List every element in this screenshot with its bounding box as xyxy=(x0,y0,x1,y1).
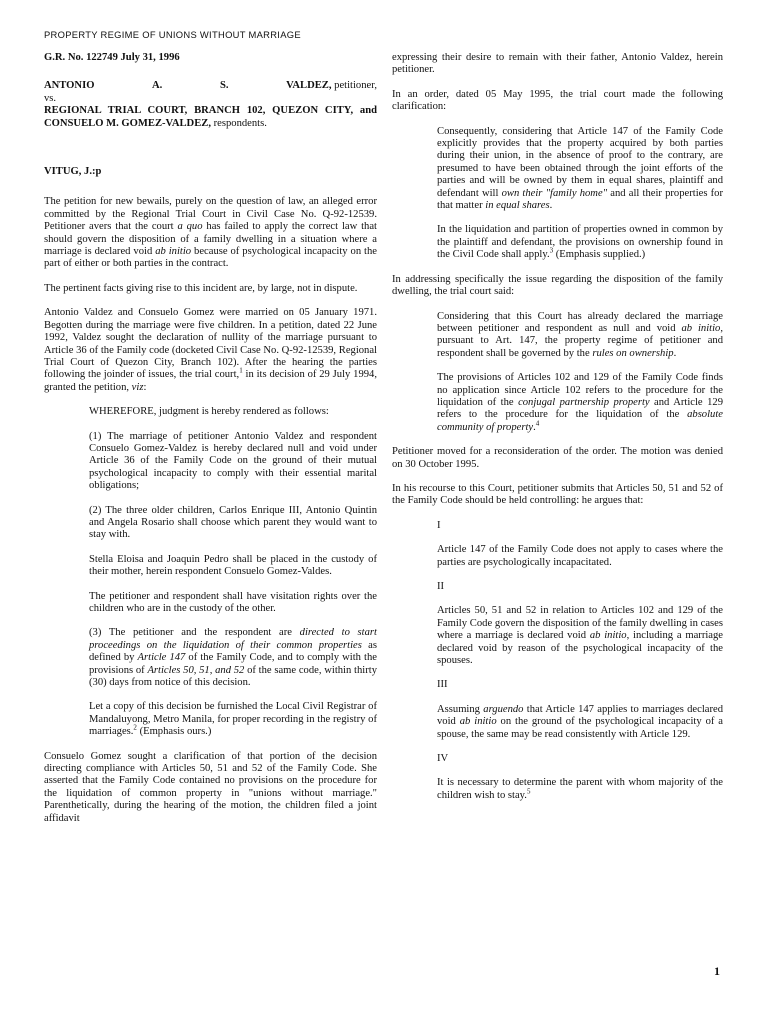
quote-paragraph: In the liquidation and partition of properties owned in common by the plaintiff and defendant, the provisions on ownership found in the Civil Code shall apply.$^3$ (Emphasis supplied.) xyxy=(437,224,723,261)
paragraph: In addressing specifically the issue regarding the disposition of the family dwelling, the trial court said: xyxy=(392,273,723,298)
quote-paragraph: The petitioner and respondent shall have visitation rights over the children who are in the custody of the other. xyxy=(89,590,377,614)
respondents-line: REGIONAL TRIAL COURT, BRANCH 102, QUEZON CITY, and CONSUELO M. GOMEZ-VALDEZ, respondents. xyxy=(44,105,377,129)
argument-text: Article 147 of the Family Code does not apply to cases where the parties are psychologically incapacitated. xyxy=(437,544,723,568)
arguments-list xyxy=(437,520,723,803)
quoted-ruling xyxy=(437,311,723,435)
footnote-ref: 4 xyxy=(535,419,540,428)
ponente: VITUG, J.:p xyxy=(44,166,102,178)
petitioner-line: ANTONIO A. S. VALDEZ, petitioner, xyxy=(44,80,377,92)
argument-numeral: II xyxy=(437,581,445,592)
paragraph: Consuelo Gomez sought a clarification of that portion of the decision directing compliance with Articles 50, 51 and 52 of the Family Code. She asserted that the Family Code contained no provisions on the procedure for the liquidation of common property in "unions without marriage." Parenthetically, during the hearing of the motion, the children filed a joint affidavit xyxy=(44,750,377,824)
footnote-ref: 1 xyxy=(239,366,243,375)
quote-paragraph: Consequently, considering that Article 147 of the Family Code explicitly provides that the property acquired by both parties during their union, in the absence of proof to the contrary, are presumed to have been obtained through the joint efforts of the parties and will be owned by them in equal shares, plaintiff and defendant will own their "family home" and all their properties for that matter in equal shares. xyxy=(437,125,723,212)
argument-text: It is necessary to determine the parent with whom majority of the children wish to stay.$^5$ xyxy=(437,777,723,801)
quote-paragraph: (1) The marriage of petitioner Antonio Valdez and respondent Consuelo Gomez-Valdez is hereby declared null and void under Article 36 of the Family Code on the ground of their mutual psychological incapacity to comply with their essential marital obligations; xyxy=(89,430,377,492)
running-header: PROPERTY REGIME OF UNIONS WITHOUT MARRIAGE xyxy=(44,29,301,40)
argument-numeral: I xyxy=(437,519,441,531)
page-number: 1 xyxy=(714,964,720,978)
paragraph: The petition for new bewails, purely on the question of law, an alleged error committed by the Regional Trial Court in Civil Case No. Q-92-12539. Petitioner avers that the court a quo has failed to apply the correct law that should govern the disposition of a family dwelling in a situation where a marriage is declared void ab initio because of psychological incapacity on the part of either or both parties in the contract. xyxy=(44,196,377,270)
quote-paragraph: (2) The three older children, Carlos Enrique III, Antonio Quintin and Angela Rosario shall choose which parent they would want to stay with. xyxy=(89,504,377,541)
quote-paragraph: WHEREFORE, judgment is hereby rendered as follows: xyxy=(89,406,329,418)
quote-paragraph: Let a copy of this decision be furnished the Local Civil Registrar of Mandaluyong, Metro Manila, for proper recording in the registry of marriages.$^2$ (Emphasis ours.) xyxy=(89,701,377,738)
paragraph: Petitioner moved for a reconsideration of the order. The motion was denied on 30 October 1995. xyxy=(392,446,723,470)
footnote-ref: 2 xyxy=(133,723,137,732)
versus: vs. xyxy=(44,92,57,104)
quote-paragraph: (3) The petitioner and the respondent are directed to start proceedings on the liquidation of their common properties as defined by Article 147 of the Family Code, and to comply with the provisions of Articles 50, 51, and 52 of the same code, within thirty (30) days from notice of this decision. xyxy=(89,627,377,689)
paragraph: expressing their desire to remain with their father, Antonio Valdez, herein petitioner. xyxy=(392,52,723,76)
argument-text: Articles 50, 51 and 52 in relation to Articles 102 and 129 of the Family Code govern the disposition of the family dwelling in cases where a marriage is declared void ab initio, including a marriage declared void by reason of the psychological incapacity of the spouses. xyxy=(437,605,723,667)
quote-paragraph: Stella Eloisa and Joaquin Pedro shall be placed in the custody of their mother, herein respondent Consuelo Gomez-Valdes. xyxy=(89,553,377,578)
argument-numeral: IV xyxy=(437,753,449,765)
right-column xyxy=(392,52,723,814)
case-number: G.R. No. 122749 July 31, 1996 xyxy=(44,52,180,63)
quoted-order xyxy=(437,126,723,262)
footnote-ref: 5 xyxy=(526,787,531,796)
quoted-decision xyxy=(89,406,377,739)
paragraph: In his recourse to this Court, petitioner submits that Articles 50, 51 and 52 of the Family Code should be held controlling: he argues that: xyxy=(392,482,723,507)
paragraph: Antonio Valdez and Consuelo Gomez were married on 05 January 1971. Begotten during the marriage were five children. In a petition, dated 22 June 1992, Valdez sought the declaration of nullity of the marriage pursuant to Article 36 of the Family code (docketed Civil Case No. Q-92-12539, Regional Trial Court of Quezon City, Branch 102). After the hearing the parties following the joinder of issues, the trial court,$^1$ in its decision of 29 July 1994, granted the petition, viz: xyxy=(44,307,377,393)
case-parties xyxy=(44,80,377,130)
quote-paragraph: Considering that this Court has already declared the marriage between petitioner and respondent as null and void ab initio, pursuant to Art. 147, the property regime of petitioner and respondent shall be governed by the rules on ownership. xyxy=(437,310,724,359)
paragraph: In an order, dated 05 May 1995, the trial court made the following clarification: xyxy=(392,88,723,113)
footnote-ref: 3 xyxy=(549,246,554,255)
paragraph: The pertinent facts giving rise to this incident are, by large, not in dispute. xyxy=(44,282,358,294)
quote-paragraph: The provisions of Articles 102 and 129 of the Family Code finds no application since Article 102 refers to the procedure for the liquidation of the conjugal partnership property and Article 129 refers to the procedure for the liquidation of the absolute community of property.$^4$ xyxy=(437,372,723,433)
argument-numeral: III xyxy=(437,679,448,691)
left-column xyxy=(44,52,377,837)
argument-text: Assuming arguendo that Article 147 applies to marriages declared void ab initio on the ground of the psychological incapacity of a spouse, the same may be read consistently with Article 129. xyxy=(437,703,724,740)
